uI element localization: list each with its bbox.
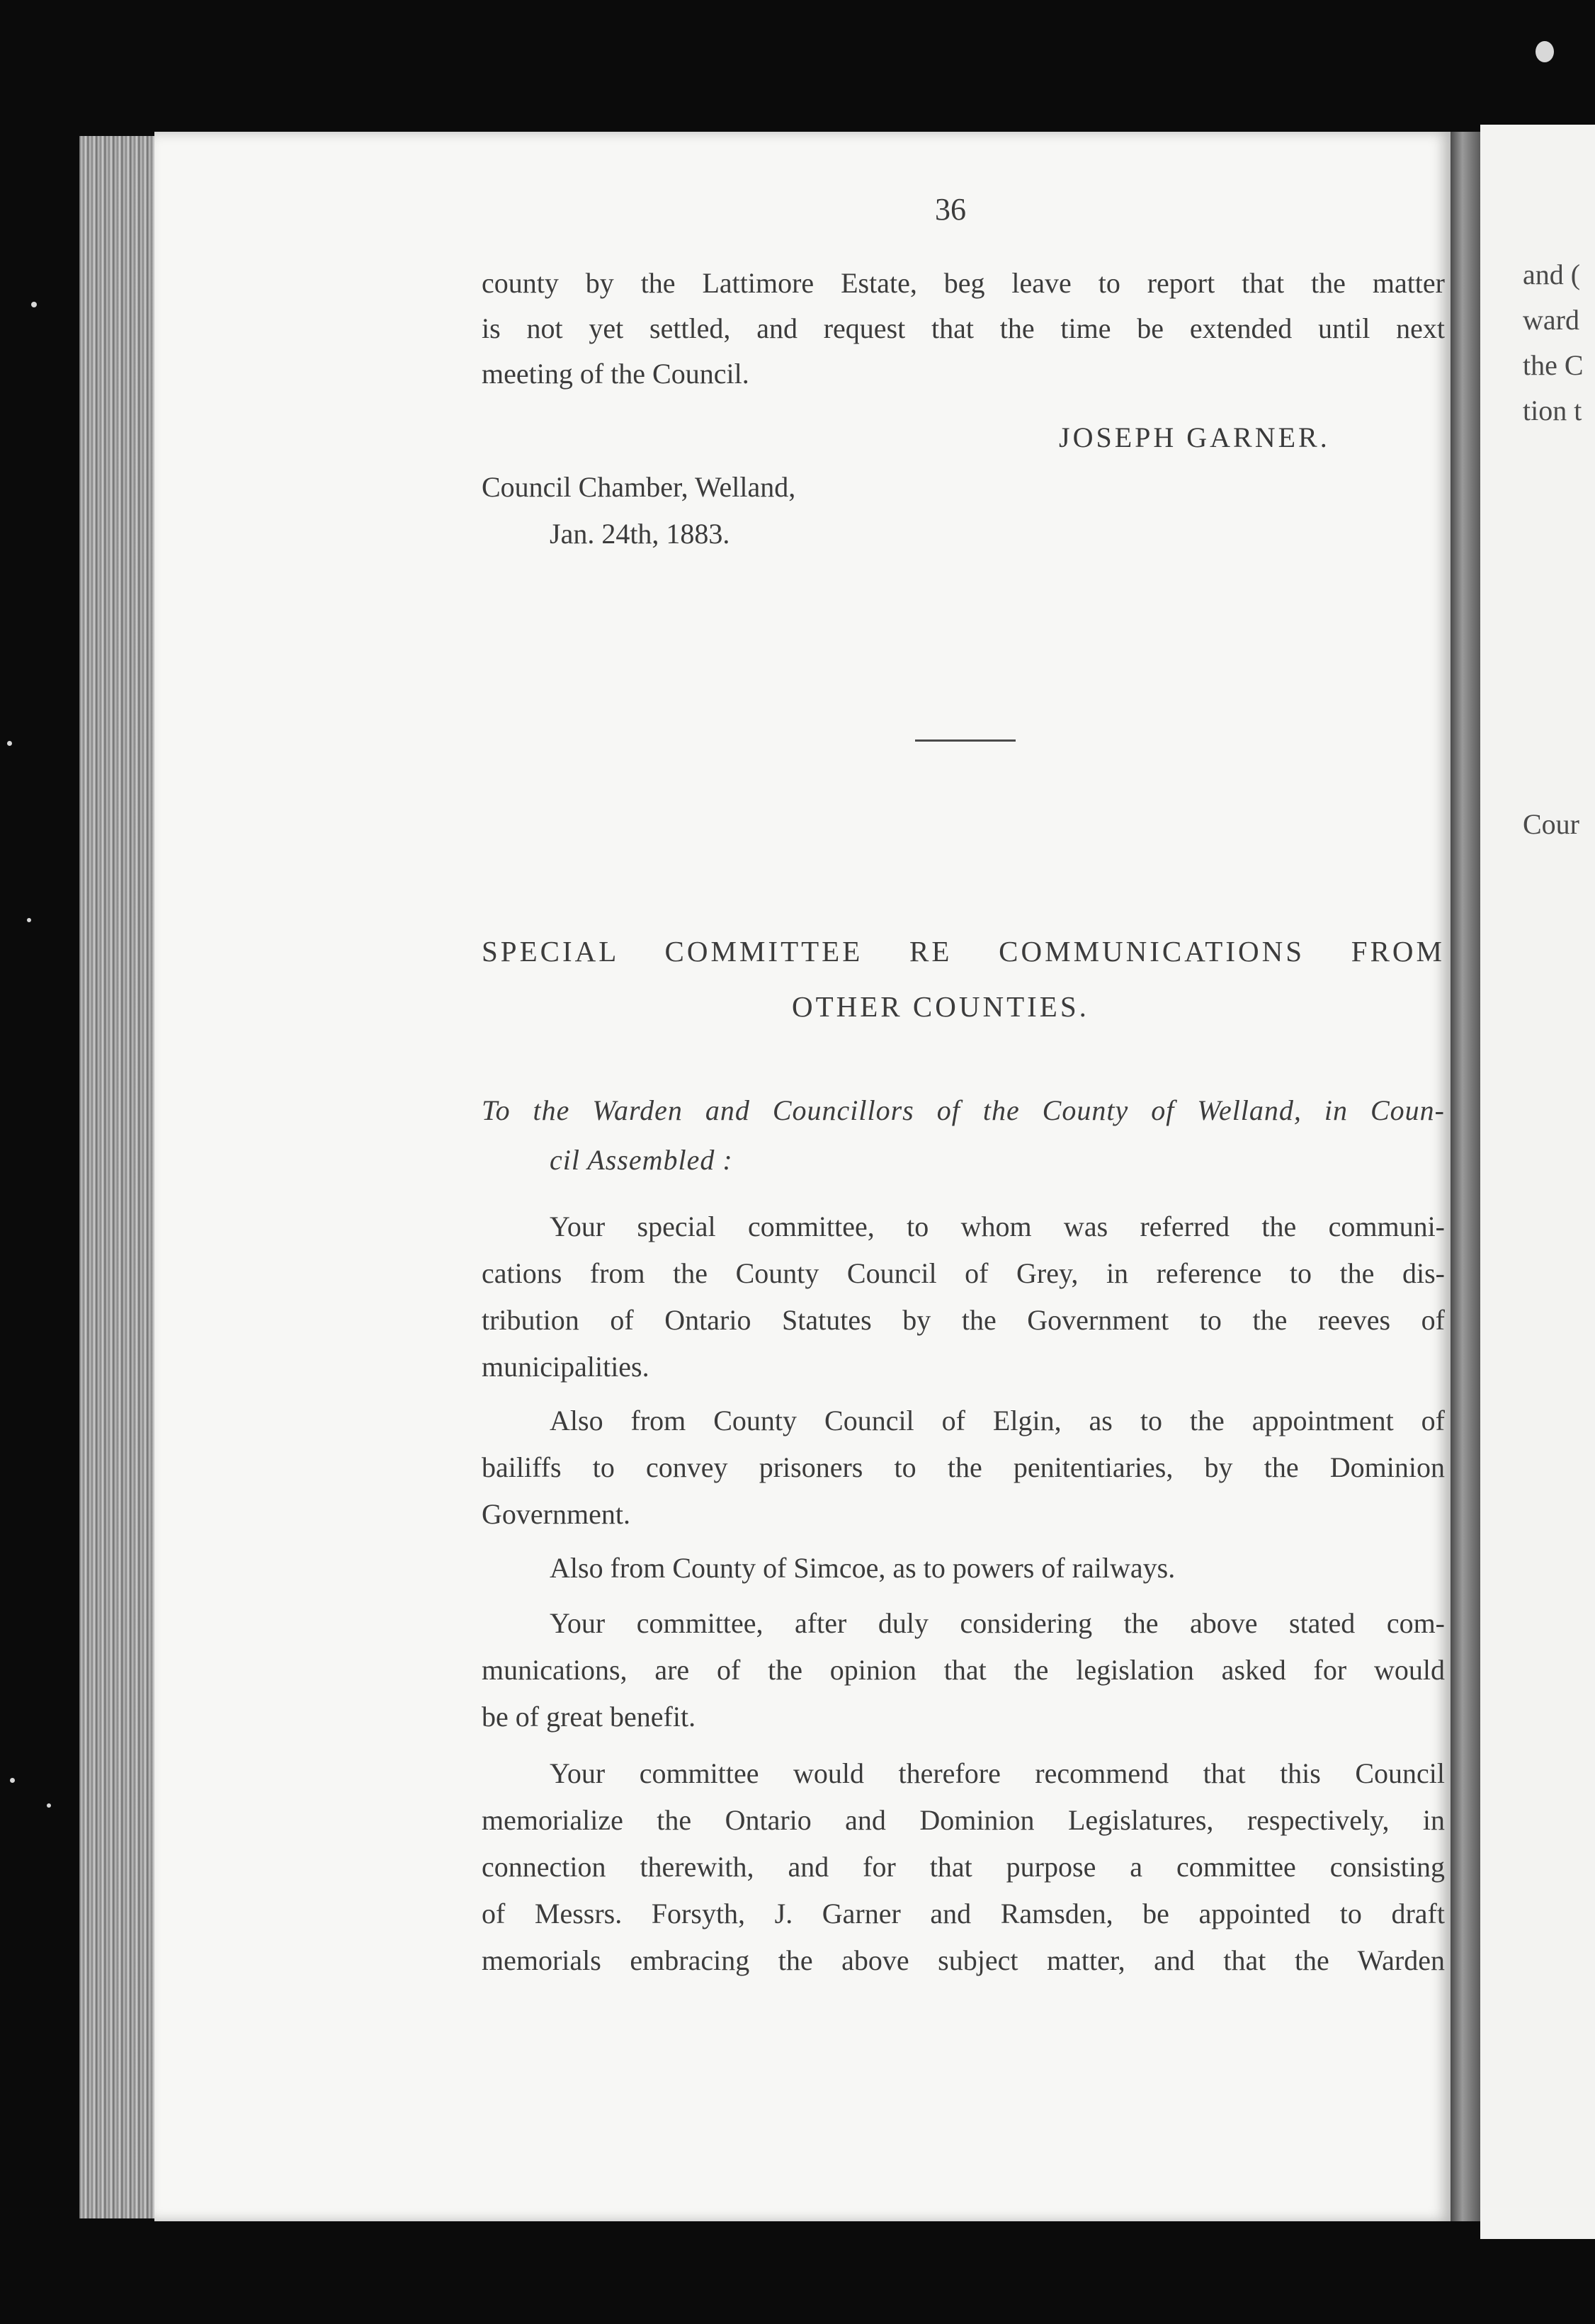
report-line: meeting of the Council. xyxy=(482,358,749,390)
paragraph-line: memorials embracing the above subject matter, and that the Warden xyxy=(482,1944,1445,1976)
dust-speck xyxy=(31,302,37,307)
paragraph-line: cations from the County Council of Grey, in reference to the dis- xyxy=(482,1257,1445,1289)
adjacent-page xyxy=(1480,125,1595,2239)
book-page-edge xyxy=(79,136,157,2218)
section-heading: OTHER COUNTIES. xyxy=(792,990,1089,1023)
dust-speck xyxy=(10,1778,15,1783)
paragraph-line: municipalities. xyxy=(482,1351,649,1383)
address-line: To the Warden and Councillors of the County of Welland, in Coun- xyxy=(482,1094,1445,1126)
dust-speck xyxy=(47,1803,51,1808)
paragraph-line: of Messrs. Forsyth, J. Garner and Ramsden, be appointed to draft xyxy=(482,1898,1445,1929)
paragraph-line: Government. xyxy=(482,1498,630,1530)
report-line: county by the Lattimore Estate, beg leave to report that the matter xyxy=(482,267,1445,299)
paragraph-line: tribution of Ontario Statutes by the Government to the reeves of xyxy=(482,1304,1445,1336)
adjacent-page-fragment: the C xyxy=(1523,349,1584,381)
dust-speck xyxy=(1536,41,1554,62)
section-divider xyxy=(915,739,1016,742)
paragraph-line: memorialize the Ontario and Dominion Legislatures, respectively, in xyxy=(482,1804,1445,1836)
paragraph-line: Your committee would therefore recommend that this Council xyxy=(550,1757,1445,1789)
paragraph-line: connection therewith, and for that purpose a committee consisting xyxy=(482,1851,1445,1883)
book-gutter xyxy=(1451,132,1480,2221)
date-line: Jan. 24th, 1883. xyxy=(550,518,730,550)
adjacent-page-fragment: tion t xyxy=(1523,395,1582,426)
adjacent-page-fragment: Cour xyxy=(1523,808,1579,840)
paragraph-line: be of great benefit. xyxy=(482,1701,696,1733)
dust-speck xyxy=(27,918,31,922)
adjacent-page-fragment: and ( xyxy=(1523,259,1581,290)
page-number: 36 xyxy=(935,192,966,227)
address-line: cil Assembled : xyxy=(550,1144,733,1176)
paragraph-line: Your committee, after duly considering the above stated com- xyxy=(550,1607,1445,1639)
signature: JOSEPH GARNER. xyxy=(1059,421,1330,453)
paragraph-line: Also from County Council of Elgin, as to the appointment of xyxy=(550,1405,1445,1436)
place-line: Council Chamber, Welland, xyxy=(482,471,796,503)
paragraph-line: Your special committee, to whom was referred the communi- xyxy=(550,1211,1445,1242)
report-line: is not yet settled, and request that the time be extended until next xyxy=(482,312,1445,344)
paragraph-line: munications, are of the opinion that the legislation asked for would xyxy=(482,1654,1445,1686)
adjacent-page-fragment: ward xyxy=(1523,304,1579,336)
paragraph-line: bailiffs to convey prisoners to the penitentiaries, by the Dominion xyxy=(482,1451,1445,1483)
paragraph-line: Also from County of Simcoe, as to powers of railways. xyxy=(550,1552,1176,1584)
dust-speck xyxy=(7,741,12,746)
section-heading: SPECIAL COMMITTEE RE COMMUNICATIONS FROM xyxy=(482,935,1445,968)
